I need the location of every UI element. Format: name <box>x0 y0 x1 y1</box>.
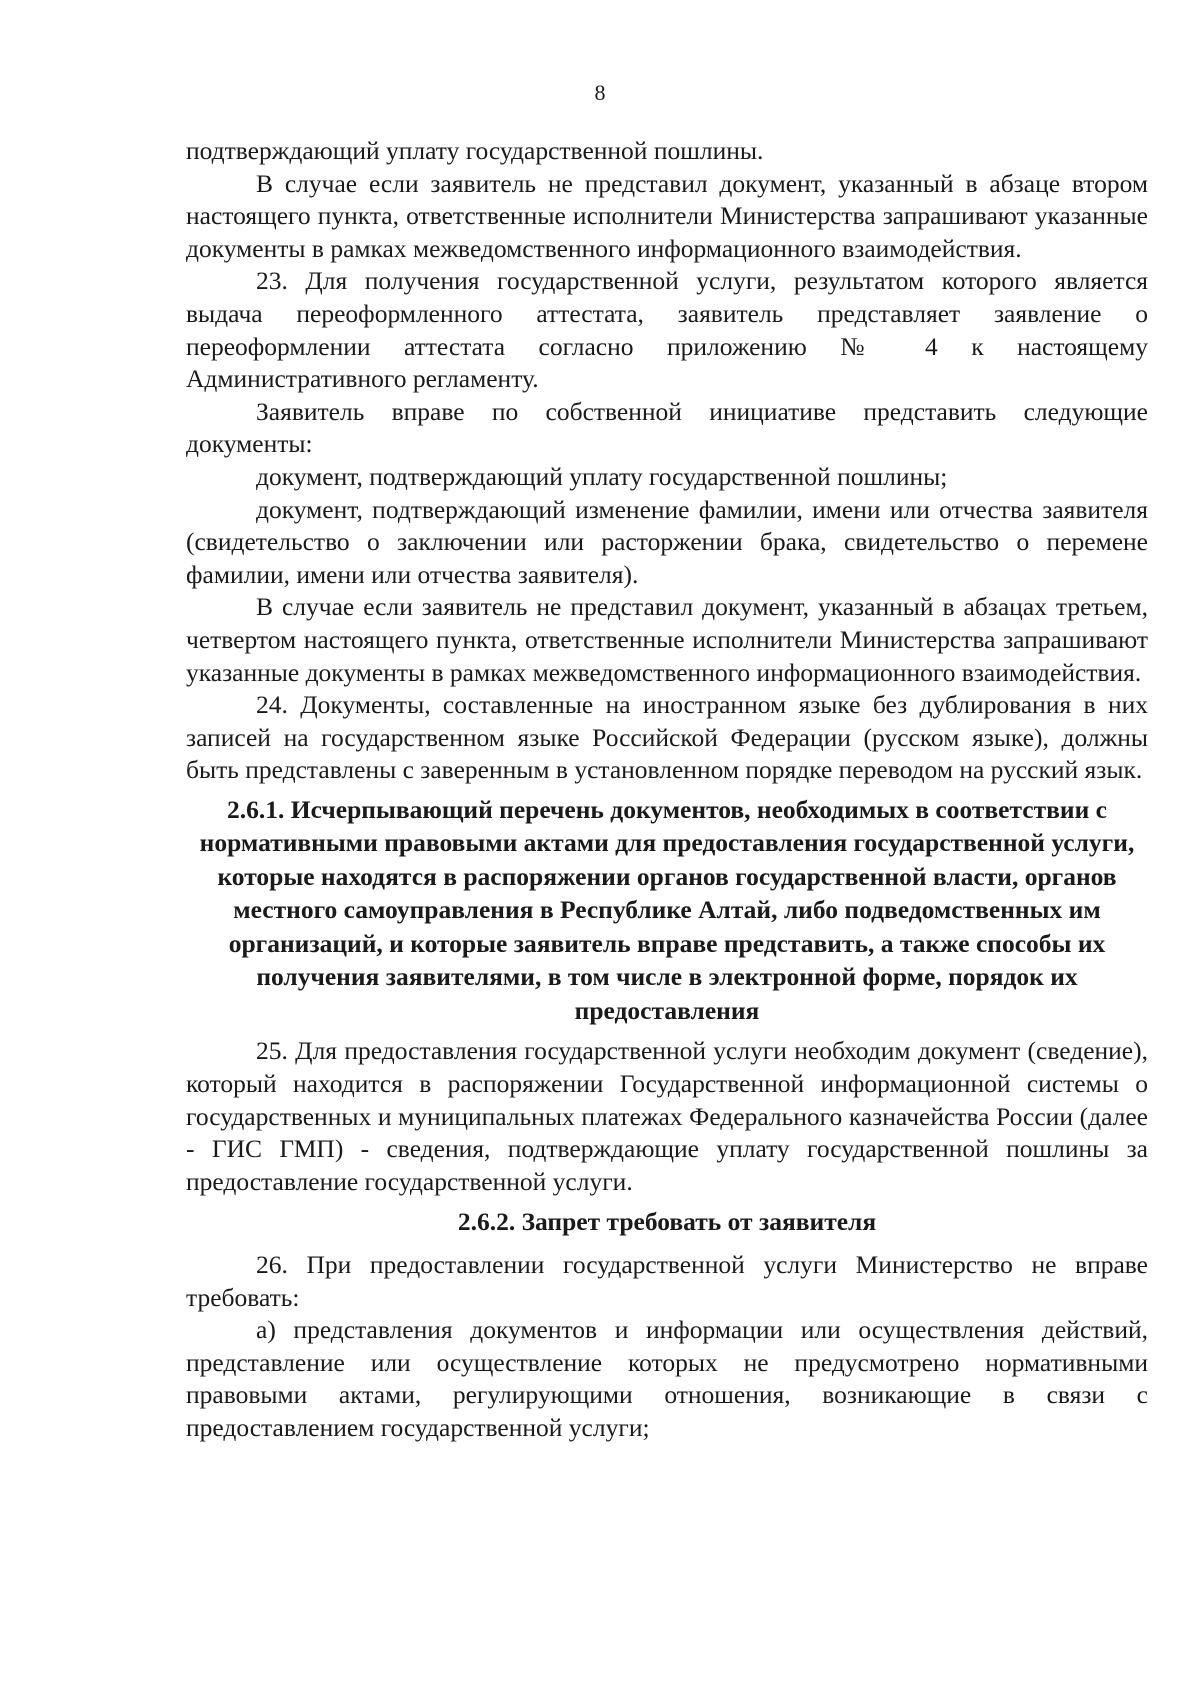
paragraph-continuation: подтверждающий уплату государственной пошлины. <box>186 136 764 165</box>
paragraph-optional-documents: Заявитель вправе по собственной инициативе представить следующие документы: <box>186 396 1148 459</box>
document-body <box>186 135 1148 1445</box>
section-heading-2-6-1: 2.6.1. Исчерпывающий перечень документов, необходимых в соответствии с нормативными правовыми актами для предоставления государственной услуги, которые находятся в распоряжении органов государственной власти, органов местного самоуправления в Республике Алтай, либо подведомственных им организаций, и которые заявитель вправе представить, а также способы их получения заявителями, в том числе в электронной форме, порядок их предоставления <box>199 794 1135 1025</box>
list-item-name-change-document: документ, подтверждающий изменение фамилии, имени или отчества заявителя (свидетельство о заключении или расторжении брака, свидетельство о перемене фамилии, имени или отчества заявителя). <box>186 494 1148 589</box>
section-heading-2-6-2: 2.6.2. Запрет требовать от заявителя <box>457 1207 877 1237</box>
paragraph-interagency-request: В случае если заявитель не представил документ, указанный в абзацах третьем, четвертом настоящего пункта, ответственные исполнители Министерства запрашивают указанные документы в рамках межведомственного информационного взаимодействия. <box>186 592 1148 687</box>
list-item-a: а) представления документов и информации или осуществления действий, представление или осуществление которых не предусмотрено нормативными правовыми актами, регулирующими отношения, возникающие в связи с предоставлением государственной услуги; <box>186 1315 1148 1442</box>
paragraph-missing-document-note: В случае если заявитель не представил документ, указанный в абзаце втором настоящего пункта, ответственные исполнители Министерства запрашивают указанные документы в рамках межведомственного информационного взаимодействия. <box>186 168 1148 263</box>
list-item-fee-document: документ, подтверждающий уплату государственной пошлины; <box>256 461 948 491</box>
paragraph-item-26: 26. При предоставлении государственной услуги Министерство не вправе требовать: <box>186 1249 1148 1312</box>
paragraph-item-23: 23. Для получения государственной услуги, результатом которого является выдача переоформленного аттестата, заявитель представляет заявление о переоформлении аттестата согласно приложению № 4 к настоящему Административного регламенту. <box>186 266 1148 394</box>
page-number: 8 <box>594 80 606 105</box>
paragraph-item-24: 24. Документы, составленные на иностранном языке без дублирования в них записей на государственном языке Российской Федерации (русском языке), должны быть представлены с заверенным в установленном порядке переводом на русский язык. <box>186 690 1148 785</box>
paragraph-item-25: 25. Для предоставления государственной услуги необходим документ (сведение), который находится в распоряжении Государственной информационной системы о государственных и муниципальных платежах Федерального казначейства России (далее - ГИС ГМП) - сведения, подтверждающие уплату государственной пошлины за предоставление государственной услуги. <box>186 1036 1148 1196</box>
